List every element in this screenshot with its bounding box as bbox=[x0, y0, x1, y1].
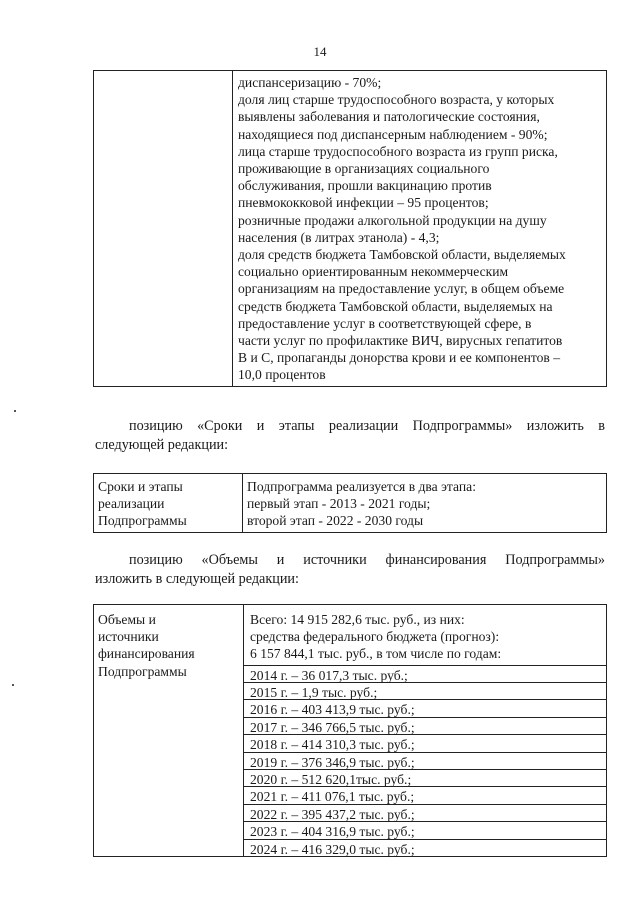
funding-table bbox=[93, 604, 607, 857]
label-line: Сроки и этапы bbox=[98, 479, 183, 494]
paragraph-text: следующей редакции: bbox=[95, 437, 229, 453]
table-row bbox=[94, 474, 607, 533]
paragraph-text: изложить в следующей редакции: bbox=[95, 571, 299, 587]
table-cell-empty bbox=[94, 71, 233, 387]
label-line: финансирования bbox=[98, 646, 195, 662]
funding-year-row: 2016 г. – 403 413,9 тыс. руб.; bbox=[244, 699, 606, 716]
funding-year-row: 2023 г. – 404 316,9 тыс. руб.; bbox=[244, 821, 606, 838]
funding-year-row: 2022 г. – 395 437,2 тыс. руб.; bbox=[244, 804, 606, 821]
paragraph-text: позицию «Объемы и источники финансирования Подпрограммы» bbox=[129, 552, 605, 568]
scan-speck bbox=[14, 410, 16, 412]
indicator-line: населения (в литрах этанола) - 4,3; bbox=[238, 229, 440, 245]
indicator-line: социально ориентированным некоммерческим bbox=[238, 264, 509, 280]
terms-label-cell bbox=[94, 474, 243, 533]
indicators-table bbox=[93, 70, 607, 387]
indicator-line: предоставление услуг в соответствующей сфере, в bbox=[238, 315, 532, 331]
scan-speck bbox=[12, 684, 14, 686]
value-line: Подпрограмма реализуется в два этапа: bbox=[247, 479, 476, 494]
indicator-line: части услуг по профилактике ВИЧ, вирусных гепатитов bbox=[238, 333, 563, 349]
indicator-line: проживающие в организациях социального bbox=[238, 161, 490, 177]
table-row bbox=[94, 71, 607, 387]
value-line: первый этап - 2013 - 2021 годы; bbox=[247, 496, 431, 512]
funding-year-row: 2019 г. – 376 346,9 тыс. руб.; bbox=[244, 752, 606, 769]
indicator-line: находящиеся под диспансерным наблюдением - 90%; bbox=[238, 126, 548, 142]
terms-table bbox=[93, 473, 607, 533]
indicator-line: пневмококковой инфекции – 95 процентов; bbox=[238, 195, 489, 211]
value-line: Всего: 14 915 282,6 тыс. руб., из них: bbox=[250, 612, 465, 627]
label-line: Подпрограммы bbox=[98, 663, 187, 679]
indicator-line: 10,0 процентов bbox=[238, 367, 326, 383]
funding-year-row: 2020 г. – 512 620,1тыс. руб.; bbox=[244, 769, 606, 786]
amendment-paragraph-terms bbox=[95, 417, 605, 455]
funding-year-row: 2015 г. – 1,9 тыс. руб.; bbox=[244, 682, 606, 699]
indicator-line: розничные продажи алкогольной продукции на душу bbox=[238, 212, 547, 228]
label-line: Объемы и bbox=[98, 612, 156, 627]
label-line: Подпрограммы bbox=[98, 513, 187, 529]
indicator-line: диспансеризацию - 70%; bbox=[238, 75, 382, 90]
table-row bbox=[94, 605, 607, 857]
indicator-line: обслуживания, прошли вакцинацию против bbox=[238, 178, 492, 194]
indicators-cell bbox=[233, 71, 607, 387]
indicator-line: выявлены заболевания и патологические состояния, bbox=[238, 109, 540, 125]
terms-value-cell bbox=[243, 474, 607, 533]
indicator-line: лица старше трудоспособного возраста из групп риска, bbox=[238, 143, 558, 159]
funding-summary bbox=[244, 605, 606, 665]
indicator-line: доля средств бюджета Тамбовской области, выделяемых bbox=[238, 247, 566, 263]
page-number: 14 bbox=[313, 44, 327, 59]
value-line: 6 157 844,1 тыс. руб., в том числе по годам: bbox=[250, 646, 502, 662]
indicator-line: доля лиц старше трудоспособного возраста, у которых bbox=[238, 92, 555, 108]
paragraph-text: позицию «Сроки и этапы реализации Подпрограммы» изложить в bbox=[129, 418, 605, 434]
indicator-line: В и С, пропаганды донорства крови и ее компонентов – bbox=[238, 350, 561, 366]
funding-year-row: 2024 г. – 416 329,0 тыс. руб.; bbox=[244, 839, 606, 856]
funding-year-row: 2014 г. – 36 017,3 тыс. руб.; bbox=[244, 665, 606, 682]
funding-year-row: 2018 г. – 414 310,3 тыс. руб.; bbox=[244, 734, 606, 751]
label-line: реализации bbox=[98, 496, 165, 512]
indicator-line: организациям на предоставление услуг, в общем объеме bbox=[238, 281, 565, 297]
funding-value-cell bbox=[244, 605, 607, 857]
funding-label-cell bbox=[94, 605, 244, 857]
funding-year-row: 2021 г. – 411 076,1 тыс. руб.; bbox=[244, 786, 606, 803]
label-line: источники bbox=[98, 629, 159, 645]
indicator-line: средств бюджета Тамбовской области, выделяемых на bbox=[238, 298, 553, 314]
value-line: второй этап - 2022 - 2030 годы bbox=[247, 513, 424, 529]
amendment-paragraph-funding bbox=[95, 551, 605, 589]
funding-year-row: 2017 г. – 346 766,5 тыс. руб.; bbox=[244, 717, 606, 734]
value-line: средства федерального бюджета (прогноз): bbox=[250, 629, 500, 645]
